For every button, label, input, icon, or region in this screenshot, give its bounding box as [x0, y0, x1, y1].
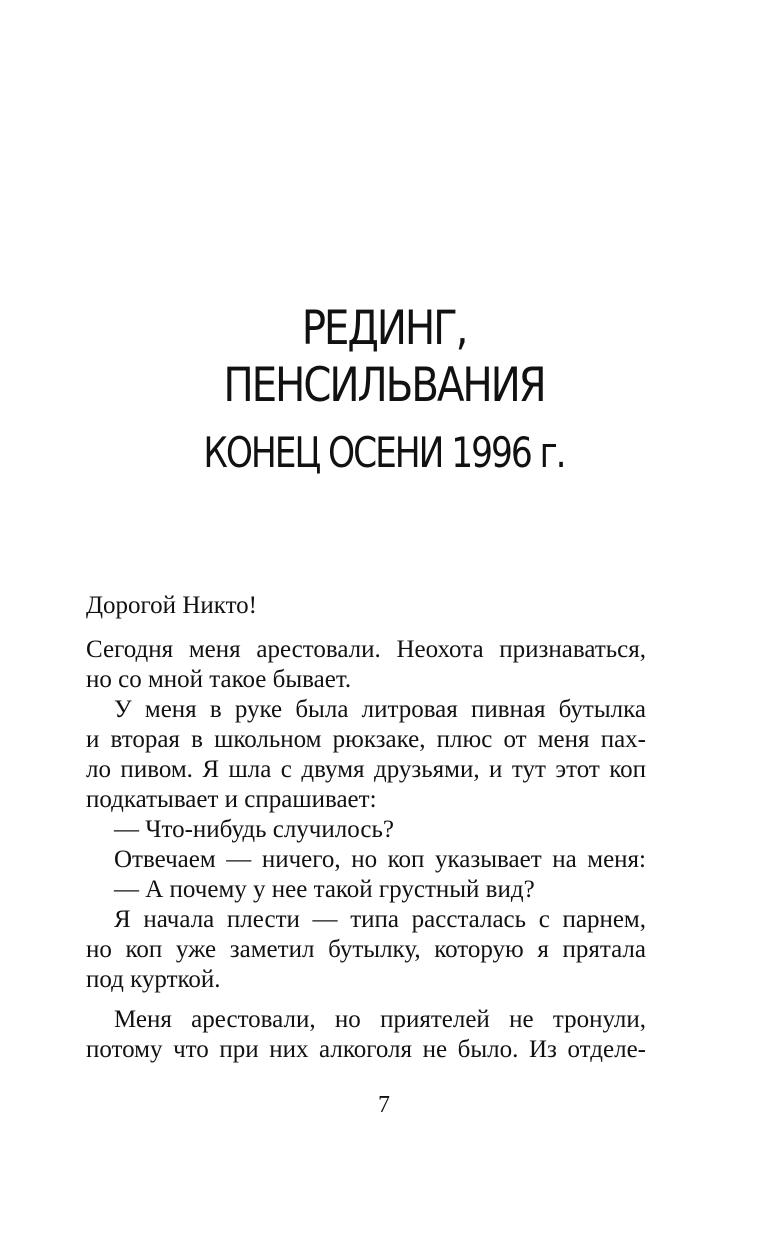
page-number: 7: [378, 1092, 390, 1118]
text-line: У меня в руке была литровая пивная бутылка: [114, 696, 646, 723]
chapter-title-line-1: РЕДИНГ,: [301, 301, 467, 356]
text-line: подкатывает и спрашивает:: [86, 786, 377, 813]
letter-body: [86, 591, 646, 1065]
text-line: потому что при них алкоголя не было. Из отделе-: [86, 1036, 646, 1063]
chapter-title-line-2: ПЕНСИЛЬВАНИЯ: [223, 358, 545, 413]
text-line: и вторая в школьном рюкзаке, плюс от меня пах-: [86, 726, 646, 753]
dialogue-line: — Что-нибудь случилось?: [114, 816, 394, 843]
text-line: но со мной такое бывает.: [86, 666, 352, 693]
text-line: Сегодня меня арестовали. Неохота признаваться,: [86, 636, 646, 663]
text-line: Я начала плести — типа рассталась с парнем,: [114, 906, 646, 933]
text-line: под курткой.: [86, 966, 221, 993]
text-line: ло пивом. Я шла с двумя друзьями, и тут этот коп: [86, 756, 646, 783]
text-line: Меня арестовали, но приятелей не тронули,: [114, 1006, 646, 1033]
chapter-subtitle: КОНЕЦ ОСЕНИ 1996 г.: [203, 428, 565, 477]
dialogue-line: — А почему у нее такой грустный вид?: [114, 876, 535, 903]
letter-salutation: Дорогой Никто!: [86, 592, 257, 619]
text-line: но коп уже заметил бутылку, которую я прятала: [86, 936, 646, 963]
text-line: Отвечаем — ничего, но коп указывает на меня:: [114, 846, 646, 873]
